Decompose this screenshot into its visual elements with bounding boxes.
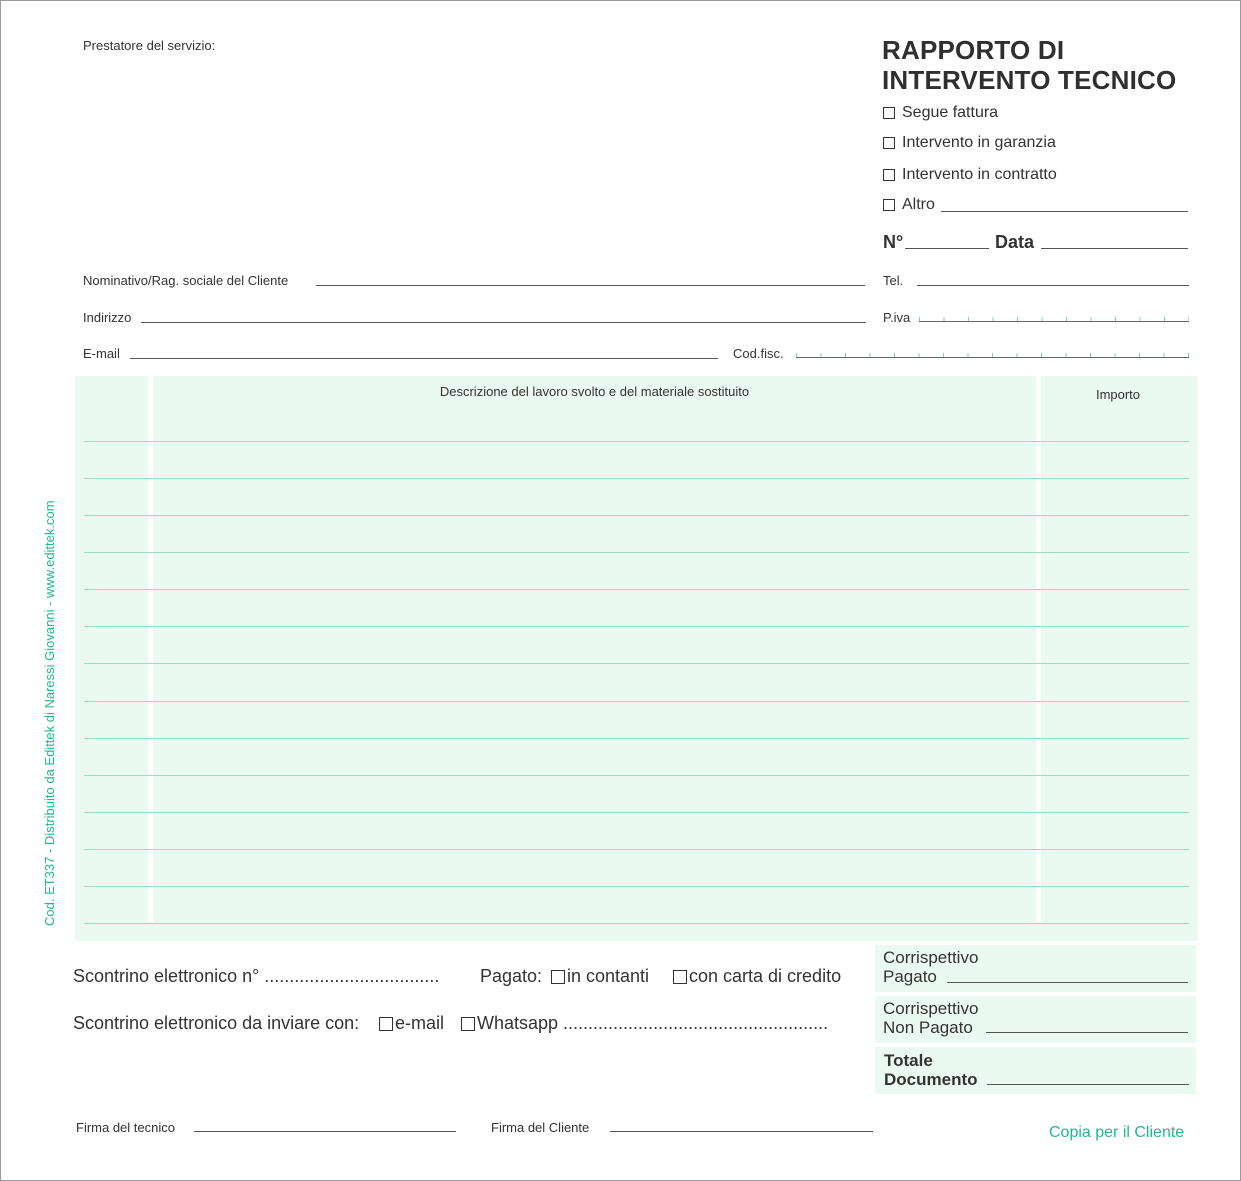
technician-signature-field[interactable] — [194, 1131, 456, 1132]
table-row-line[interactable] — [84, 923, 1189, 924]
email-option[interactable] — [379, 1013, 444, 1034]
address-label: Indirizzo — [83, 310, 132, 325]
description-header: Descrizione del lavoro svolto e del materiale sostituito — [439, 384, 750, 399]
send-via-label: Scontrino elettronico da inviare con: — [73, 1013, 360, 1033]
table-row-line[interactable] — [84, 589, 1189, 590]
checkbox-icon[interactable] — [883, 137, 895, 149]
piva-label: P.iva — [883, 310, 911, 325]
paid-label: Pagato: — [480, 966, 543, 986]
table-row-line[interactable] — [84, 626, 1189, 627]
total-label-line-1: Totale — [884, 1051, 933, 1070]
card-option-label: con carta di credito — [689, 966, 842, 986]
form-title — [882, 35, 1176, 95]
option-altro[interactable] — [883, 196, 935, 214]
altro-field[interactable] — [941, 211, 1188, 212]
card-option[interactable] — [673, 966, 841, 987]
table-row-line[interactable] — [84, 886, 1189, 887]
paid-label-line-1: Corrispettivo — [883, 948, 979, 967]
checkbox-icon[interactable] — [883, 199, 895, 211]
client-signature-field[interactable] — [610, 1131, 873, 1132]
unpaid-label-line-1: Corrispettivo — [883, 999, 979, 1018]
table-row-line[interactable] — [84, 663, 1189, 664]
paid-amount-label — [883, 948, 978, 986]
checkbox-icon[interactable] — [673, 970, 687, 984]
codfisc-label: Cod.fisc. — [733, 346, 784, 361]
whatsapp-option-label: Whatsapp ..................................................... — [477, 1013, 829, 1033]
title-line-1: RAPPORTO DI — [882, 35, 1065, 65]
total-label — [884, 1051, 978, 1089]
number-field[interactable] — [905, 248, 989, 249]
technician-signature-label: Firma del tecnico — [76, 1120, 175, 1135]
number-label: N° — [883, 232, 904, 252]
option-label: Altro — [902, 196, 935, 213]
checkbox-icon[interactable] — [883, 169, 895, 181]
option-segue-fattura[interactable] — [883, 104, 998, 122]
client-signature-label: Firma del Cliente — [491, 1120, 590, 1135]
total-field[interactable] — [987, 1084, 1189, 1085]
checkbox-icon[interactable] — [461, 1017, 475, 1031]
option-contratto[interactable] — [883, 166, 1057, 184]
column-divider-left — [148, 376, 153, 922]
table-row-line[interactable] — [84, 775, 1189, 776]
unpaid-amount-field[interactable] — [986, 1032, 1188, 1033]
whatsapp-option[interactable] — [461, 1013, 828, 1034]
date-field[interactable] — [1041, 248, 1188, 249]
amount-header: Importo — [1095, 387, 1141, 402]
option-garanzia[interactable] — [883, 134, 1056, 152]
table-row-line[interactable] — [84, 552, 1189, 553]
checkbox-icon[interactable] — [379, 1017, 393, 1031]
provider-label: Prestatore del servizio: — [83, 38, 216, 53]
cash-option[interactable] — [551, 966, 649, 987]
table-row-line[interactable] — [84, 849, 1189, 850]
tel-label: Tel. — [883, 273, 904, 288]
email-label: E-mail — [83, 346, 120, 361]
table-row-line[interactable] — [84, 478, 1189, 479]
email-option-label: e-mail — [395, 1013, 445, 1033]
work-table — [75, 376, 1198, 941]
total-label-line-2: Documento — [884, 1070, 978, 1089]
checkbox-icon[interactable] — [883, 107, 895, 119]
paid-amount-field[interactable] — [947, 982, 1188, 983]
option-label: Intervento in contratto — [902, 166, 1057, 183]
title-line-2: INTERVENTO TECNICO — [882, 65, 1177, 95]
email-field[interactable] — [130, 358, 718, 359]
receipt-number-label: Scontrino elettronico n° ................................... — [73, 966, 440, 986]
table-row-line[interactable] — [84, 812, 1189, 813]
unpaid-label-line-2: Non Pagato — [883, 1018, 973, 1037]
paid-label-line-2: Pagato — [883, 967, 937, 986]
codfisc-field[interactable] — [796, 351, 1189, 358]
copy-label: Copia per il Cliente — [1049, 1124, 1185, 1141]
table-row-line[interactable] — [84, 441, 1189, 442]
date-label: Data — [995, 232, 1035, 252]
option-label: Intervento in garanzia — [902, 134, 1056, 151]
unpaid-amount-label — [883, 999, 978, 1037]
client-name-label: Nominativo/Rag. sociale del Cliente — [83, 273, 289, 288]
tel-field[interactable] — [917, 285, 1189, 286]
checkbox-icon[interactable] — [551, 970, 565, 984]
table-row-line[interactable] — [84, 515, 1189, 516]
sidebar-print-code: Cod. ET337 - Distribuito da Edittek di Naressi Giovanni - www.edittek.com — [42, 500, 57, 926]
option-label: Segue fattura — [902, 104, 999, 121]
column-divider-right — [1036, 376, 1041, 922]
table-row-line[interactable] — [84, 738, 1189, 739]
address-field[interactable] — [141, 322, 866, 323]
cash-option-label: in contanti — [567, 966, 650, 986]
table-row-line[interactable] — [84, 701, 1189, 702]
piva-field[interactable] — [919, 315, 1189, 322]
client-name-field[interactable] — [316, 285, 865, 286]
